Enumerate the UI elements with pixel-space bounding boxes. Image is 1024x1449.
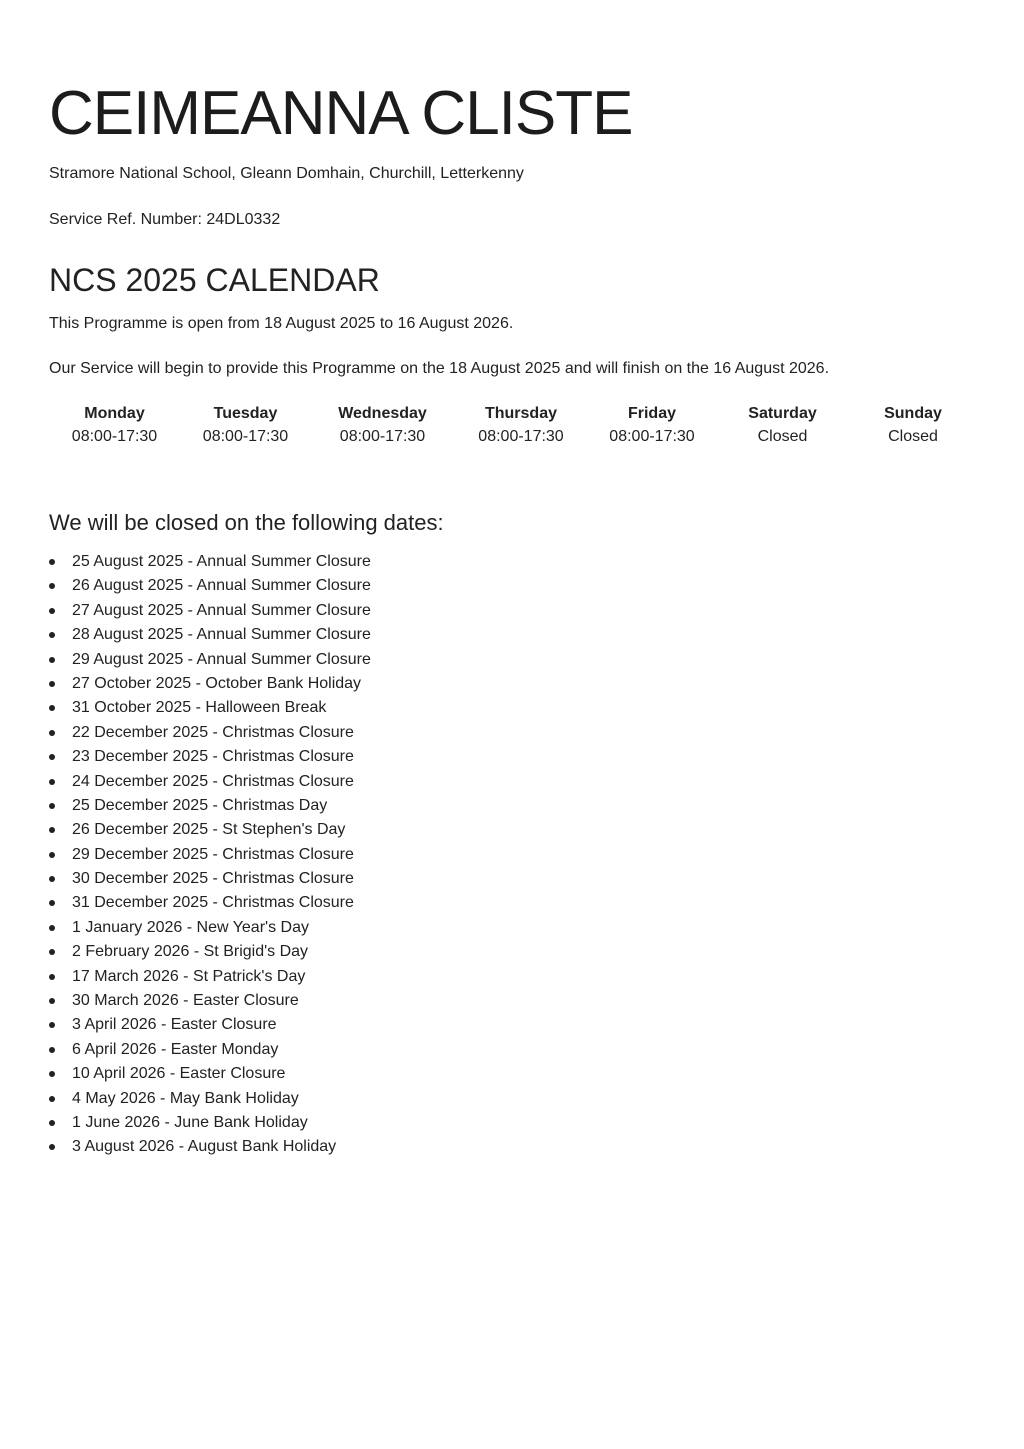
bullet-icon xyxy=(49,1144,55,1150)
hours-sunday: Closed xyxy=(888,428,938,445)
closure-date-text: 26 August 2025 - Annual Summer Closure xyxy=(72,577,371,595)
closure-date-item xyxy=(49,672,371,696)
closure-date-item xyxy=(49,1038,371,1062)
bullet-icon xyxy=(49,1096,55,1102)
closure-date-text: 6 April 2026 - Easter Monday xyxy=(72,1040,279,1058)
page-title: CEIMEANNA CLISTE xyxy=(49,79,633,148)
bullet-icon xyxy=(49,925,55,931)
closure-date-item xyxy=(49,1062,371,1086)
closure-date-text: 2 February 2026 - St Brigid's Day xyxy=(72,943,309,961)
school-address: Stramore National School, Gleann Domhain, Churchill, Letterkenny xyxy=(49,165,524,182)
closure-date-item xyxy=(49,989,371,1013)
bullet-icon xyxy=(49,1047,55,1053)
bullet-icon xyxy=(49,1120,55,1126)
day-header-tuesday: Tuesday xyxy=(213,405,278,422)
day-header-friday: Friday xyxy=(627,405,676,422)
programme-open-text: This Programme is open from 18 August 2025 to 16 August 2026. xyxy=(49,315,514,332)
closure-date-text: 1 June 2026 - June Bank Holiday xyxy=(72,1113,308,1131)
closure-date-item xyxy=(49,891,371,915)
closure-date-item xyxy=(49,745,371,769)
bullet-icon xyxy=(49,827,55,833)
bullet-icon xyxy=(49,876,55,882)
closure-date-text: 26 December 2025 - St Stephen's Day xyxy=(72,821,346,839)
closure-date-item xyxy=(49,794,371,818)
closure-date-text: 29 August 2025 - Annual Summer Closure xyxy=(72,650,371,668)
bullet-icon xyxy=(49,681,55,687)
bullet-icon xyxy=(49,852,55,858)
closure-date-text: 4 May 2026 - May Bank Holiday xyxy=(72,1089,299,1107)
calendar-heading: NCS 2025 CALENDAR xyxy=(49,262,380,298)
closure-date-item xyxy=(49,599,371,623)
closure-date-text: 29 December 2025 - Christmas Closure xyxy=(72,845,354,863)
hours-thursday: 08:00-17:30 xyxy=(478,428,564,445)
hours-monday: 08:00-17:30 xyxy=(71,428,158,445)
day-header-sunday: Sunday xyxy=(884,405,942,422)
closure-date-text: 27 October 2025 - October Bank Holiday xyxy=(72,674,362,692)
hours-saturday: Closed xyxy=(757,428,808,445)
closure-date-text: 17 March 2026 - St Patrick's Day xyxy=(72,967,306,985)
closure-date-text: 31 December 2025 - Christmas Closure xyxy=(72,894,354,912)
closure-date-text: 10 April 2026 - Easter Closure xyxy=(72,1065,286,1083)
bullet-icon xyxy=(49,632,55,638)
bullet-icon xyxy=(49,974,55,980)
closure-date-item xyxy=(49,696,371,720)
closure-date-item xyxy=(49,623,371,647)
bullet-icon xyxy=(49,1022,55,1028)
opening-hours-table xyxy=(49,402,977,448)
closure-date-item xyxy=(49,648,371,672)
closure-date-text: 25 August 2025 - Annual Summer Closure xyxy=(72,553,371,570)
bullet-icon xyxy=(49,657,55,663)
service-ref-number: Service Ref. Number: 24DL0332 xyxy=(49,211,281,228)
closure-date-item xyxy=(49,574,371,598)
closure-date-text: 31 October 2025 - Halloween Break xyxy=(72,699,327,717)
closure-date-text: 30 December 2025 - Christmas Closure xyxy=(72,870,354,888)
closure-date-item xyxy=(49,1013,371,1037)
bullet-icon xyxy=(49,608,55,614)
closure-date-item xyxy=(49,550,371,574)
closure-date-item xyxy=(49,721,371,745)
bullet-icon xyxy=(49,949,55,955)
closure-date-item xyxy=(49,1111,371,1135)
closure-date-text: 22 December 2025 - Christmas Closure xyxy=(72,723,354,741)
bullet-icon xyxy=(49,705,55,711)
bullet-icon xyxy=(49,998,55,1004)
closures-heading: We will be closed on the following dates: xyxy=(49,510,444,535)
closure-date-text: 3 August 2026 - August Bank Holiday xyxy=(72,1138,337,1156)
hours-header-row xyxy=(49,402,977,425)
closure-date-text: 25 December 2025 - Christmas Day xyxy=(72,796,328,814)
bullet-icon xyxy=(49,779,55,785)
closure-date-item xyxy=(49,818,371,842)
closure-date-item xyxy=(49,1087,371,1111)
hours-friday: 08:00-17:30 xyxy=(609,428,695,445)
closure-date-text: 30 March 2026 - Easter Closure xyxy=(72,992,299,1010)
hours-wednesday: 08:00-17:30 xyxy=(339,428,426,445)
service-dates-text: Our Service will begin to provide this Programme on the 18 August 2025 and will finish on the 16 August 2026. xyxy=(49,360,830,377)
closure-date-text: 28 August 2025 - Annual Summer Closure xyxy=(72,626,371,644)
closure-date-text: 27 August 2025 - Annual Summer Closure xyxy=(72,601,371,619)
bullet-icon xyxy=(49,803,55,809)
closure-date-text: 24 December 2025 - Christmas Closure xyxy=(72,772,354,790)
closure-date-item xyxy=(49,770,371,794)
bullet-icon xyxy=(49,754,55,760)
hours-time-row xyxy=(49,425,977,448)
day-header-thursday: Thursday xyxy=(484,405,557,422)
bullet-icon xyxy=(49,559,55,565)
closure-date-item xyxy=(49,916,371,940)
day-header-saturday: Saturday xyxy=(748,405,817,422)
closure-date-item xyxy=(49,940,371,964)
day-header-wednesday: Wednesday xyxy=(338,405,427,422)
hours-tuesday: 08:00-17:30 xyxy=(202,428,289,445)
closure-date-item xyxy=(49,843,371,867)
closure-date-item xyxy=(49,1135,371,1159)
closure-date-item xyxy=(49,965,371,989)
bullet-icon xyxy=(49,1071,55,1077)
closure-date-text: 1 January 2026 - New Year's Day xyxy=(72,918,309,936)
day-header-monday: Monday xyxy=(84,405,145,422)
bullet-icon xyxy=(49,730,55,736)
bullet-icon xyxy=(49,900,55,906)
closure-dates-list xyxy=(49,550,371,1160)
closure-date-item xyxy=(49,867,371,891)
closure-date-text: 23 December 2025 - Christmas Closure xyxy=(72,748,354,766)
bullet-icon xyxy=(49,583,55,589)
closure-date-text: 3 April 2026 - Easter Closure xyxy=(72,1016,277,1034)
